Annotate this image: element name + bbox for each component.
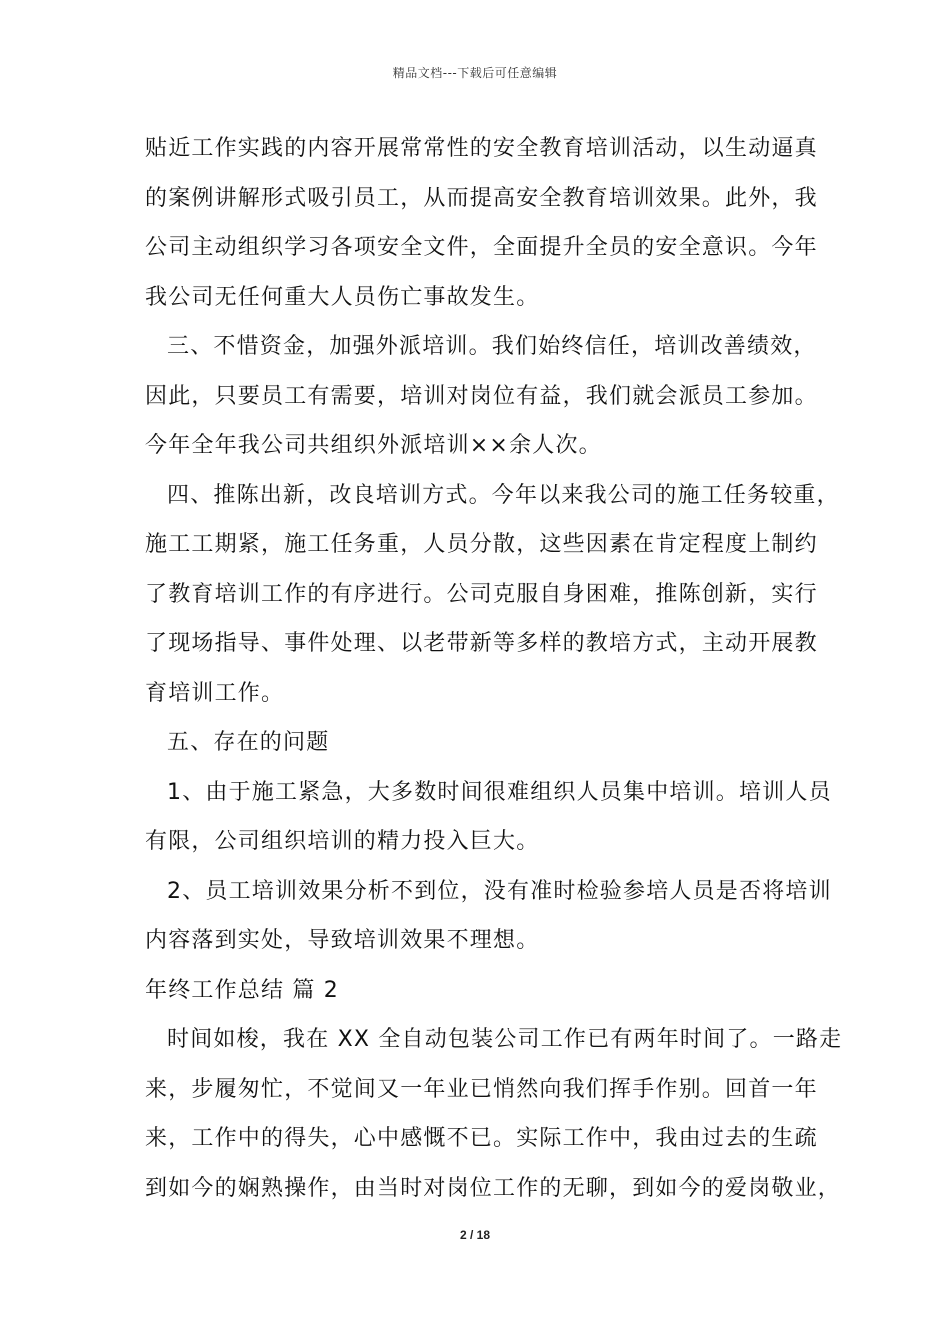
text-line: 内容落到实处，导致培训效果不理想。 <box>145 928 540 953</box>
article-subtitle: 年终工作总结 篇 2 <box>145 977 339 1003</box>
text-line: 育培训工作。 <box>145 680 285 706</box>
section-heading: 五、存在的问题 <box>167 730 330 755</box>
text-line: 的案例讲解形式吸引员工，从而提高安全教育培训效果。此外，我 <box>145 185 818 211</box>
text-line: 今年全年我公司共组织外派培训××余人次。 <box>145 433 602 458</box>
page-header: 精品文档---下载后可任意编辑 <box>392 66 558 80</box>
text-line: 我公司无任何重大人员伤亡事故发生。 <box>145 284 540 310</box>
text-line: 到如今的娴熟操作，由当时对岗位工作的无聊，到如今的爱岗敬业， <box>145 1175 842 1201</box>
section-heading-line: 四、推陈出新，改良培训方式。今年以来我公司的施工任务较重， <box>167 482 840 508</box>
text-line: 时间如梭，我在 XX 全自动包装公司工作已有两年时间了。一路走 <box>167 1027 843 1052</box>
text-line: 了现场指导、事件处理、以老带新等多样的教培方式，主动开展教 <box>145 631 818 656</box>
text-line: 了教育培训工作的有序进行。公司克服自身困难，推陈创新，实行 <box>145 581 818 607</box>
text-line: 来，步履匆忙，不觉间又一年业已悄然向我们挥手作别。回首一年 <box>145 1076 818 1102</box>
text-line: 施工工期紧，施工任务重，人员分散，这些因素在肯定程度上制约 <box>145 532 818 557</box>
text-line: 贴近工作实践的内容开展常常性的安全教育培训活动，以生动逼真 <box>145 136 818 161</box>
page-number: 2 / 18 <box>459 1228 491 1242</box>
text-line: 来，工作中的得失，心中感慨不已。实际工作中，我由过去的生疏 <box>145 1126 818 1151</box>
document-body <box>145 124 843 1213</box>
section-heading-line: 三、不惜资金，加强外派培训。我们始终信任，培训改善绩效， <box>167 334 817 359</box>
text-line: 因此，只要员工有需要，培训对岗位有益，我们就会派员工参加。 <box>145 383 818 409</box>
text-line: 公司主动组织学习各项安全文件，全面提升全员的安全意识。今年 <box>145 235 818 260</box>
list-item-line: 1、由于施工紧急，大多数时间很难组织人员集中培训。培训人员 <box>167 779 832 805</box>
list-item-line: 2、员工培训效果分析不到位，没有准时检验参培人员是否将培训 <box>167 878 832 904</box>
text-line: 有限，公司组织培训的精力投入巨大。 <box>145 829 540 854</box>
